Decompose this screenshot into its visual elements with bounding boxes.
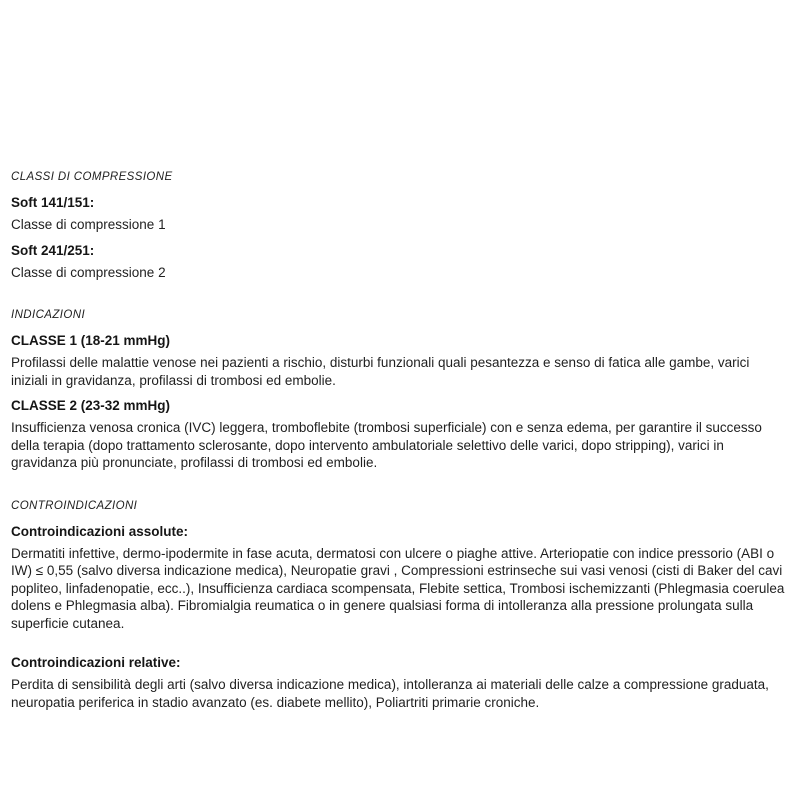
doc-item bbox=[11, 194, 789, 234]
section-classi-di-compressione bbox=[11, 170, 789, 281]
section-indicazioni bbox=[11, 308, 789, 472]
item-text-indicazioni-classe-2: Insufficienza venosa cronica (IVC) leggera, tromboflebite (trombosi superficiale) con e senza edema, per garantire il successo della terapia (dopo trattamento sclerosante, dopo intervento ambulatoriale selettivo delle varici, dopo stripping), varici in gravidanza più pronunciate, profilassi di trombosi ed embolie. bbox=[11, 420, 762, 470]
item-text-indicazioni-classe-1: Profilassi delle malattie venose nei pazienti a rischio, disturbi funzionali quali pesantezza e senso di fatica alle gambe, varici iniziali in gravidanza, profilassi di trombosi ed embolie. bbox=[11, 355, 750, 388]
item-text-controindicazioni-assolute: Dermatiti infettive, dermo-ipodermite in fase acuta, dermatosi con ulcere o piaghe attive. Arteriopatie con indice pressorio (ABI o IW) ≤ 0,55 (salvo diversa indicazione medica), Neuropatie gravi , Compressioni estrinseche sui vasi venosi (cisti di Baker del cavi popliteo, linfadenopatie, ecc..), Insufficienza cardiaca scompensata, Flebite settica, Trombosi ischemizzanti (Phlegmasia coerulea dolens e Phlegmasia alba). Fibromialgia reumatica o in genere qualsiasi forma di intolleranza alla pressione prolungata sulla superficie cutanea. bbox=[11, 545, 785, 631]
item-text-controindicazioni-relative: Perdita di sensibilità degli arti (salvo diversa indicazione medica), intolleranza ai materiali delle calze a compressione graduata, neuropatia periferica in stadio avanzato (es. diabete mellito), Poliartriti primarie croniche. bbox=[11, 677, 769, 710]
doc-item bbox=[11, 523, 789, 633]
doc-item bbox=[11, 397, 789, 472]
doc-item bbox=[11, 242, 789, 282]
item-label-controindicazioni-relative: Controindicazioni relative: bbox=[11, 655, 181, 670]
item-label-classe-2-mmhg: CLASSE 2 (23-32 mmHg) bbox=[11, 398, 171, 413]
item-label-controindicazioni-assolute: Controindicazioni assolute: bbox=[11, 523, 189, 539]
section-heading-indicazioni: INDICAZIONI bbox=[11, 309, 86, 321]
item-text-classe-2: Classe di compressione 2 bbox=[11, 264, 166, 280]
item-label-soft-141-151: Soft 141/151: bbox=[11, 195, 95, 210]
section-heading-classi-di-compressione: CLASSI DI COMPRESSIONE bbox=[11, 171, 173, 183]
doc-item bbox=[11, 332, 789, 389]
item-label-soft-241-251: Soft 241/251: bbox=[11, 242, 95, 258]
section-heading-controindicazioni: CONTROINDICAZIONI bbox=[11, 499, 138, 512]
item-text-classe-1: Classe di compressione 1 bbox=[11, 217, 166, 232]
section-controindicazioni bbox=[11, 499, 789, 712]
item-label-classe-1-mmhg: CLASSE 1 (18-21 mmHg) bbox=[11, 333, 171, 348]
doc-item bbox=[11, 654, 789, 711]
